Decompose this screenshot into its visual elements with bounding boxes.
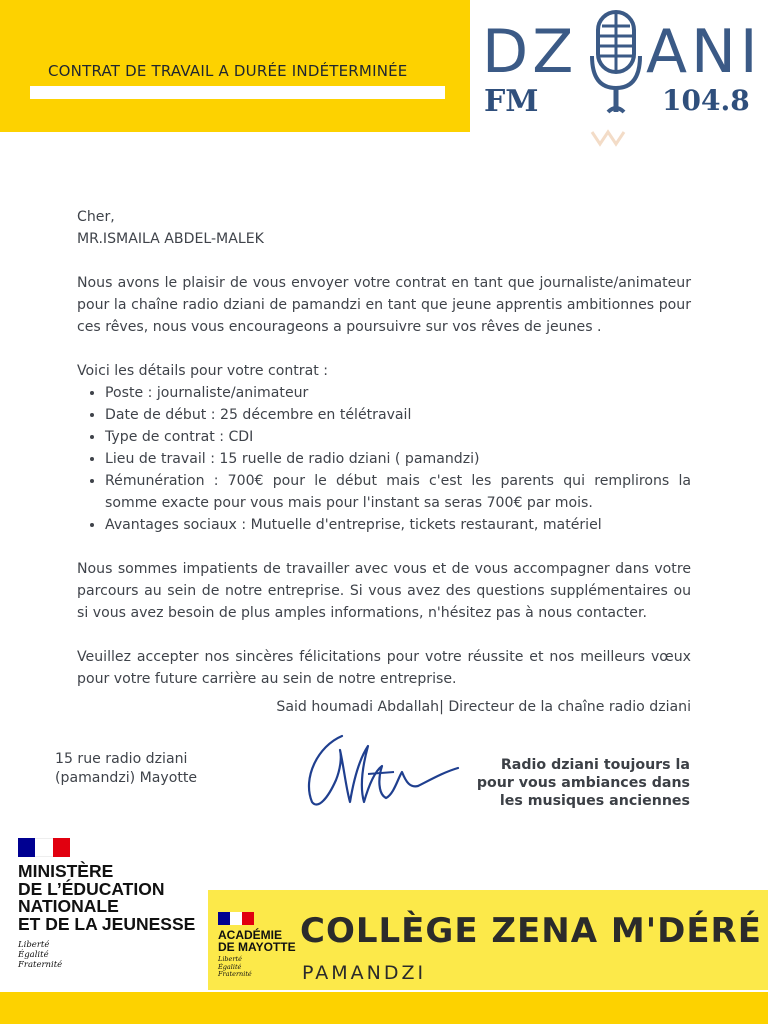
- detail-item: • Lieu de travail : 15 ruelle de radio dziani ( pamandzi): [105, 448, 691, 470]
- details-heading: Voici les détails pour votre contrat :: [77, 363, 328, 379]
- logo-text-left: DZ: [482, 17, 578, 87]
- slogan: [455, 756, 690, 810]
- footer-band: [0, 992, 768, 1024]
- dziani-fm-logo: [470, 0, 768, 132]
- letter-body: [77, 206, 691, 690]
- academy-devise: Liberté Égalité Fraternité: [218, 955, 252, 978]
- ministry-logo: [18, 838, 218, 970]
- detail-item: • Type de contrat : CDI: [105, 426, 691, 448]
- congratulations-paragraph: Veuillez accepter nos sincères félicitations pour votre réussite et nos meilleurs vœux pour votre future carrière au sein de notre entreprise.: [77, 649, 691, 687]
- title-underline: [30, 86, 445, 99]
- french-flag-icon: [218, 912, 254, 925]
- ministry-devise: Liberté Égalité Fraternité: [18, 940, 63, 970]
- detail-item: • Poste : journaliste/animateur: [105, 382, 691, 404]
- detail-item: • Rémunération : 700€ pour le début mais c'est les parents qui remplirons la somme exacte pour vous mais pour l'instant sa seras 700€ par mois.: [105, 470, 691, 514]
- detail-item: • Avantages sociaux : Mutuelle d'entreprise, tickets restaurant, matériel: [105, 514, 691, 536]
- watermark-icon: [590, 126, 626, 150]
- detail-item: • Date de début : 25 décembre en télétravail: [105, 404, 691, 426]
- intro-paragraph: Nous avons le plaisir de vous envoyer votre contrat en tant que journaliste/animateur pour la chaîne radio dziani de pamandzi en tant que jeune apprentis ambitionnes pour ces rêves, nous vous encourageons a poursuivre sur vos rêves de jeunes .: [77, 275, 691, 335]
- logo-text-right: ANI: [646, 17, 762, 87]
- details-list: [77, 382, 691, 536]
- signer-line: Said houmadi Abdallah| Directeur de la chaîne radio dziani: [276, 699, 691, 715]
- college-name: COLLÈGE ZENA M'DÉRÉ: [300, 911, 762, 951]
- logo-frequency: 104.8: [662, 84, 750, 117]
- academy-logo: [218, 912, 313, 979]
- salutation: Cher,: [77, 209, 115, 225]
- academy-name: ACADÉMIE DE MAYOTTE: [218, 928, 296, 954]
- french-flag-icon: [18, 838, 70, 857]
- logo-fm: FM: [484, 84, 539, 119]
- contract-title: CONTRAT DE TRAVAIL A DURÉE INDÉTERMINÉE: [48, 62, 408, 80]
- ministry-name: MINISTÈRE DE L’ÉDUCATION NATIONALE ET DE LA JEUNESSE: [18, 861, 196, 934]
- slogan-line: Radio dziani toujours la: [500, 757, 690, 773]
- slogan-line: pour vous ambiances dans: [476, 775, 690, 791]
- handwritten-signature: [298, 728, 468, 814]
- closing-paragraph: Nous sommes impatients de travailler avec vous et de vous accompagner dans votre parcours au sein de notre entreprise. Si vous avez des questions supplémentaires ou si vous avez besoin de plus amples informations, n'hésitez pas à nous contacter.: [77, 561, 691, 621]
- college-town: PAMANDZI: [302, 962, 427, 984]
- microphone-icon: [588, 8, 644, 120]
- address: 15 rue radio dziani (pamandzi) Mayotte: [55, 751, 198, 786]
- slogan-line: les musiques anciennes: [499, 793, 690, 809]
- recipient: MR.ISMAILA ABDEL-MALEK: [77, 231, 264, 247]
